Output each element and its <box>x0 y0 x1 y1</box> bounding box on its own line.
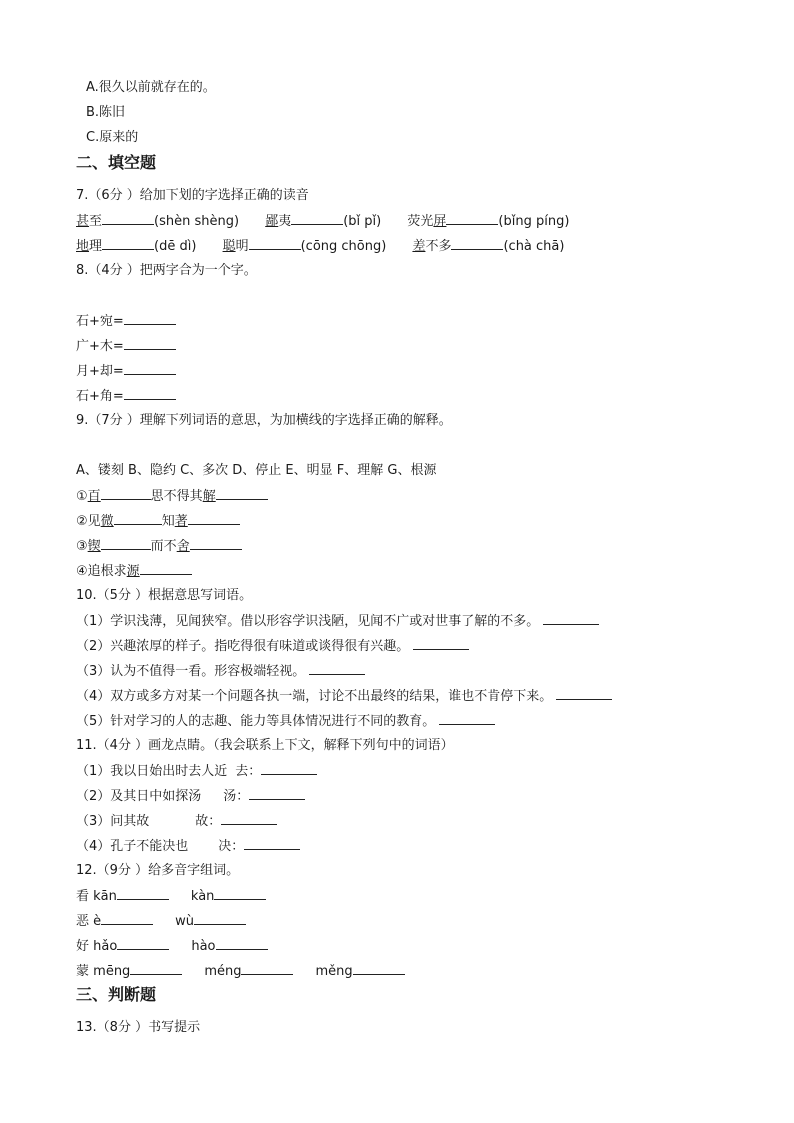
q10-item: （2）兴趣浓厚的样子。指吃得很有味道或谈得很有兴趣。 <box>76 637 469 656</box>
q9-item: ④追根求源 <box>76 562 192 581</box>
answer-blank[interactable] <box>140 562 192 575</box>
q10-title: 10.（5分 ）根据意思写词语。 <box>76 588 253 603</box>
answer-blank[interactable] <box>261 762 317 775</box>
option-c: C.原来的 <box>86 130 139 145</box>
answer-blank[interactable] <box>102 237 154 250</box>
answer-blank[interactable] <box>124 312 176 325</box>
answer-blank[interactable] <box>124 362 176 375</box>
q11-item: （1）我以日始出时去人近 去： <box>76 762 317 781</box>
q11-item: （3）问其故 故： <box>76 812 277 831</box>
q12-item: 好 hǎo hào <box>76 937 268 956</box>
q9-title: 9.（7分 ）理解下列词语的意思，为加横线的字选择正确的解释。 <box>76 413 452 428</box>
answer-blank[interactable] <box>102 212 154 225</box>
answer-blank[interactable] <box>556 687 612 700</box>
answer-blank[interactable] <box>439 712 495 725</box>
answer-blank[interactable] <box>291 212 343 225</box>
answer-blank[interactable] <box>101 912 153 925</box>
answer-blank[interactable] <box>130 962 182 975</box>
option-a: A.很久以前就存在的。 <box>86 80 216 95</box>
q8-item: 石+角= <box>76 387 176 406</box>
q7-title: 7.（6分 ）给加下划的字选择正确的读音 <box>76 188 309 203</box>
q7-row-2: 地理 (dē dì) 聪明 (cōng chōng) 差不多 (chà chā) <box>76 239 565 254</box>
answer-blank[interactable] <box>216 487 268 500</box>
q8-item: 石+宛= <box>76 312 176 331</box>
answer-blank[interactable] <box>309 662 365 675</box>
q11-item: （4）孔子不能决也 决： <box>76 837 300 856</box>
q10-item: （4）双方或多方对某一个问题各执一端，讨论不出最终的结果，谁也不肯停下来。 <box>76 687 612 706</box>
q9-item: ②见微 知著 <box>76 512 240 531</box>
answer-blank[interactable] <box>190 537 242 550</box>
answer-blank[interactable] <box>101 537 151 550</box>
q10-item: （5）针对学习的人的志趣、能力等具体情况进行不同的教育。 <box>76 712 495 731</box>
answer-blank[interactable] <box>114 512 162 525</box>
answer-blank[interactable] <box>124 387 176 400</box>
answer-blank[interactable] <box>249 787 305 800</box>
answer-blank[interactable] <box>188 512 240 525</box>
q8-title: 8.（4分 ）把两字合为一个字。 <box>76 263 257 278</box>
answer-blank[interactable] <box>446 212 498 225</box>
q9-options: A、镂刻 B、隐约 C、多次 D、停止 E、明显 F、理解 G、根源 <box>76 463 437 478</box>
answer-blank[interactable] <box>117 887 169 900</box>
answer-blank[interactable] <box>214 887 266 900</box>
answer-blank[interactable] <box>101 487 151 500</box>
answer-blank[interactable] <box>124 337 176 350</box>
answer-blank[interactable] <box>249 237 301 250</box>
q12-item: 恶 è wù <box>76 912 246 931</box>
answer-blank[interactable] <box>194 912 246 925</box>
q12-item: 看 kān kàn <box>76 887 266 906</box>
answer-blank[interactable] <box>221 812 277 825</box>
q12-item: 蒙 mēng méng měng <box>76 962 405 981</box>
answer-blank[interactable] <box>241 962 293 975</box>
answer-blank[interactable] <box>353 962 405 975</box>
q7-row-1: 甚至 (shèn shèng) 鄙夷 (bǐ pǐ) 荧光屏 (bǐng píng) <box>76 214 570 229</box>
section-title-judgement: 三、判断题 <box>76 985 157 1004</box>
q13-title: 13.（8分 ）书写提示 <box>76 1020 201 1035</box>
q11-title: 11.（4分 ）画龙点睛。（我会联系上下文，解释下列句中的词语） <box>76 738 454 753</box>
q8-item: 广+木= <box>76 337 176 356</box>
answer-blank[interactable] <box>244 837 300 850</box>
q8-item: 月+却= <box>76 362 176 381</box>
option-b: B.陈旧 <box>86 105 126 120</box>
q9-item: ③锲 而不舍 <box>76 537 242 556</box>
q9-item: ①百 思不得其解 <box>76 487 268 506</box>
answer-blank[interactable] <box>451 237 503 250</box>
q12-title: 12.（9分 ）给多音字组词。 <box>76 863 240 878</box>
answer-blank[interactable] <box>543 612 599 625</box>
answer-blank[interactable] <box>216 937 268 950</box>
section-title-fill-in: 二、填空题 <box>76 153 157 172</box>
q10-item: （3）认为不值得一看。形容极端轻视。 <box>76 662 365 681</box>
q10-item: （1）学识浅薄，见闻狭窄。借以形容学识浅陋，见闻不广或对世事了解的不多。 <box>76 612 599 631</box>
answer-blank[interactable] <box>117 937 169 950</box>
q11-item: （2）及其日中如探汤 汤： <box>76 787 305 806</box>
answer-blank[interactable] <box>413 637 469 650</box>
